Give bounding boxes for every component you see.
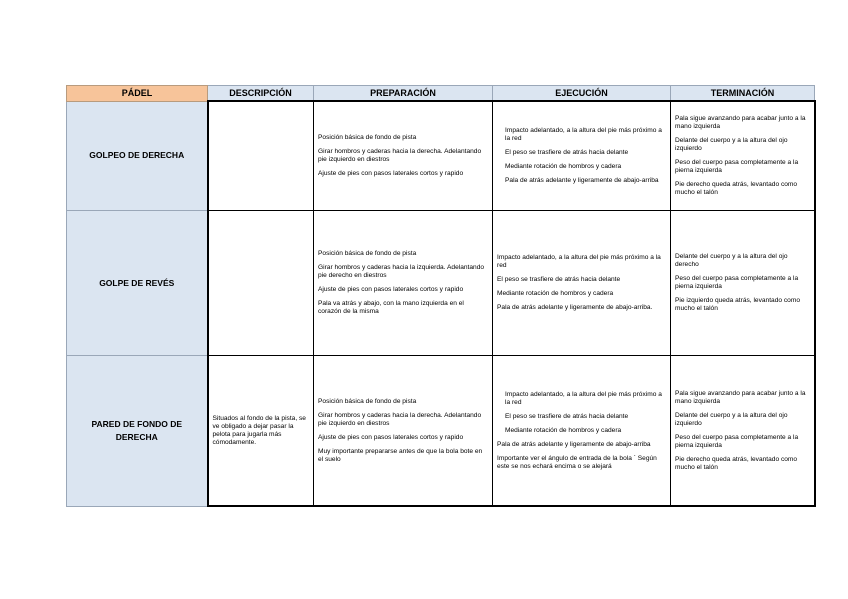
list-item: El peso se trasfiere de atrás hacia delante bbox=[505, 412, 629, 420]
list-item: Peso del cuerpo pasa completamente a la pierna izquierda bbox=[675, 159, 799, 174]
ejecucion-cell bbox=[493, 211, 671, 356]
header-preparacion: PREPARACIÓN bbox=[314, 86, 493, 102]
list-item: Impacto adelantado, a la altura del pie más próximo a la red bbox=[505, 390, 662, 406]
list-item: El peso se trasfiere de atrás hacia delante bbox=[497, 276, 621, 283]
row-title: GOLPE DE REVÉS bbox=[67, 211, 208, 356]
header-padel: PÁDEL bbox=[67, 86, 208, 102]
table-row bbox=[67, 211, 815, 356]
table-row bbox=[67, 101, 815, 211]
list-item: Girar hombros y caderas hacia la izquierda. Adelantando pie derecho en diestros bbox=[318, 264, 485, 279]
list-item: Peso del cuerpo pasa completamente a la pierna izquierda bbox=[675, 275, 799, 290]
terminacion-cell bbox=[671, 101, 815, 211]
list-item: El peso se trasfiere de atrás hacia delante bbox=[505, 149, 629, 156]
preparacion-cell bbox=[314, 211, 493, 356]
list-item: Mediante rotación de hombros y cadera bbox=[505, 426, 622, 434]
header-ejecucion: EJECUCIÓN bbox=[493, 86, 671, 102]
list-item: Posición básica de fondo de pista bbox=[318, 397, 417, 405]
list-item: Ajuste de pies con pasos laterales cortos y rapido bbox=[318, 170, 464, 177]
list-item: Posición básica de fondo de pista bbox=[318, 134, 417, 141]
list-item: Impacto adelantado, a la altura del pie más próximo a la red bbox=[497, 254, 661, 269]
list-item: Delante del cuerpo y a la altura del ojo izquierdo bbox=[675, 411, 788, 427]
list-item: Girar hombros y caderas hacia la derecha. Adelantando pie izquierdo en diestros bbox=[318, 148, 482, 163]
list-item: Muy importante prepararse antes de que la bola bote en el suelo bbox=[318, 447, 483, 463]
list-item: Pie izquierdo queda atrás, levantado como mucho el talón bbox=[675, 297, 800, 312]
list-item: Delante del cuerpo y a la altura del ojo izquierdo bbox=[675, 137, 788, 152]
list-item: Pala va atrás y abajo, con la mano izquierda en el corazón de la misma bbox=[318, 300, 464, 315]
list-item: Pie derecho queda atrás, levantado como mucho el talón bbox=[675, 181, 798, 196]
list-item: Pala de atrás adelante y ligeramente de abajo-arriba bbox=[497, 440, 651, 448]
list-item: Mediante rotación de hombros y cadera bbox=[497, 290, 614, 297]
list-item: Ajuste de pies con pasos laterales cortos y rapido bbox=[318, 286, 464, 293]
row-title: GOLPEO DE DERECHA bbox=[67, 101, 208, 211]
terminacion-cell bbox=[671, 356, 815, 507]
list-item: Peso del cuerpo pasa completamente a la pierna izquierda bbox=[675, 433, 799, 449]
header-descripcion: DESCRIPCIÓN bbox=[208, 86, 314, 102]
descripcion-cell: Situados al fondo de la pista, se ve obligado a dejar pasar la pelota para jugarla más cómodamente. bbox=[208, 356, 314, 507]
ejecucion-cell bbox=[493, 356, 671, 507]
row-title: PARED DE FONDO DE DERECHA bbox=[67, 356, 208, 507]
descripcion-cell bbox=[208, 101, 314, 211]
list-item: Pie derecho queda atrás, levantado como mucho el talón bbox=[675, 455, 798, 471]
descripcion-cell bbox=[208, 211, 314, 356]
padel-technique-table bbox=[66, 85, 816, 507]
list-item: Pala de atrás adelante y ligeramente de abajo-arriba bbox=[505, 177, 659, 184]
list-item: Pala de atrás adelante y ligeramente de abajo-arriba. bbox=[497, 304, 653, 311]
terminacion-cell bbox=[671, 211, 815, 356]
preparacion-cell bbox=[314, 356, 493, 507]
list-item: Pala sigue avanzando para acabar junto a la mano izquierda bbox=[675, 389, 806, 405]
preparacion-cell bbox=[314, 101, 493, 211]
header-row bbox=[67, 86, 815, 102]
list-item: Importante ver el ángulo de entrada de la bola ´ Según este se nos echará encima o se alejará bbox=[497, 454, 657, 470]
list-item: Mediante rotación de hombros y cadera bbox=[505, 163, 622, 170]
list-item: Delante del cuerpo y a la altura del ojo derecho bbox=[675, 253, 788, 268]
list-item: Girar hombros y caderas hacia la derecha. Adelantando pie izquierdo en diestros bbox=[318, 411, 482, 427]
header-terminacion: TERMINACIÓN bbox=[671, 86, 815, 102]
ejecucion-cell bbox=[493, 101, 671, 211]
list-item: Posición básica de fondo de pista bbox=[318, 250, 417, 257]
list-item: Pala sigue avanzando para acabar junto a la mano izquierda bbox=[675, 115, 806, 130]
list-item: Impacto adelantado, a la altura del pie más próximo a la red bbox=[505, 127, 662, 142]
table-row bbox=[67, 356, 815, 507]
list-item: Ajuste de pies con pasos laterales cortos y rapido bbox=[318, 433, 464, 441]
